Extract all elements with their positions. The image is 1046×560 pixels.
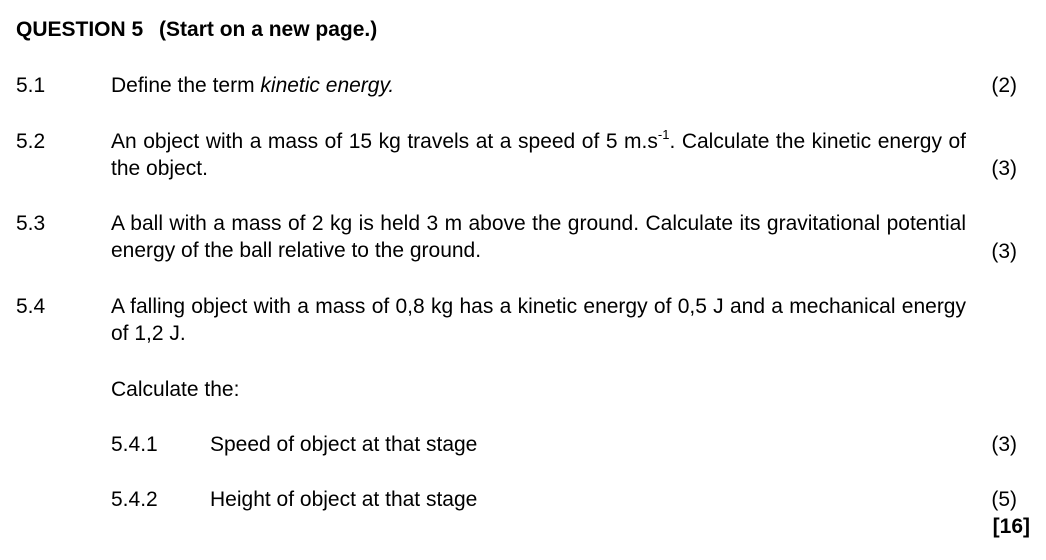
subitem-text-5-4-1: Speed of object at that stage (210, 433, 478, 456)
item-text-5-2 (111, 128, 966, 182)
item-text-5-1-prefix: Define the term (111, 74, 261, 97)
calculate-prompt: Calculate the: (111, 378, 240, 401)
question-instruction: (Start on a new page.) (159, 18, 378, 41)
item-number-5-1: 5.1 (16, 74, 46, 97)
marks-5-1: (2) (991, 74, 1017, 97)
item-number-5-3: 5.3 (16, 212, 46, 235)
marks-5-2: (3) (991, 157, 1017, 180)
marks-5-4-1: (3) (991, 433, 1017, 456)
item-text-5-1 (111, 72, 966, 99)
item-text-5-2-superscript: -1 (657, 127, 670, 142)
item-text-5-3: A ball with a mass of 2 kg is held 3 m above the ground. Calculate its gravitational potential energy of the ball relative to the ground. (111, 212, 966, 262)
item-text-5-2-before: An object with a mass of 15 kg travels at a speed of 5 m.s (111, 130, 658, 153)
question-heading (16, 18, 377, 42)
marks-5-3: (3) (991, 240, 1017, 263)
item-text-5-4: A falling object with a mass of 0,8 kg has a kinetic energy of 0,5 J and a mechanical energy of 1,2 J. (111, 295, 966, 345)
item-text-5-1-term: kinetic energy. (260, 74, 395, 97)
subitem-text-5-4-2: Height of object at that stage (210, 488, 478, 511)
item-text-5-2-after: . Calculate the kinetic energy of the object. (111, 130, 967, 180)
question-total-marks: [16] (992, 515, 1030, 538)
subitem-number-5-4-1: 5.4.1 (111, 433, 158, 456)
item-number-5-4: 5.4 (16, 295, 46, 318)
marks-5-4-2: (5) (991, 488, 1017, 511)
question-number: QUESTION 5 (16, 18, 144, 41)
item-number-5-2: 5.2 (16, 130, 46, 153)
subitem-number-5-4-2: 5.4.2 (111, 488, 158, 511)
